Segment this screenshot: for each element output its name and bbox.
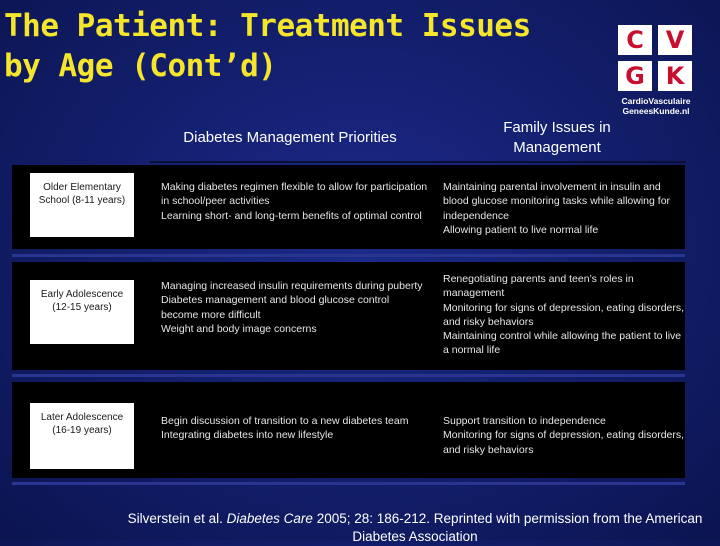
age-group-label: Early Adolescence (12-15 years) <box>40 289 124 313</box>
row-separator-1 <box>12 254 685 257</box>
priority-item: Making diabetes regimen flexible to allow for participation in school/peer activities <box>161 181 428 208</box>
priority-item: Begin discussion of transition to a new diabetes team <box>161 415 409 427</box>
header-priorities: Diabetes Management Priorities <box>183 129 397 146</box>
slide-title-line-1: The Patient: Treatment Issues <box>4 8 531 44</box>
priority-item: Weight and body image concerns <box>161 322 317 335</box>
age-group-label: Older Elementary School (8-11 years) <box>38 182 126 206</box>
age-group-label: Later Adolescence (16-19 years) <box>40 412 124 436</box>
logo-letter-g: G <box>618 61 652 91</box>
age-group-cell <box>30 173 134 237</box>
cvgk-logo <box>616 25 694 119</box>
family-issue-item: Maintaining parental involvement in insulin and blood glucose monitoring tasks while allowing for independence <box>443 181 671 222</box>
citation-authors: Silverstein et al. <box>127 511 223 526</box>
family-issue-item: Monitoring for signs of depression, eating disorders, and risky behaviors <box>443 301 685 328</box>
logo-wordmark-line-1: CardioVasculaire <box>621 96 691 106</box>
row-separator-2 <box>12 374 685 377</box>
row-separator-3 <box>12 482 685 485</box>
slide-title <box>4 6 624 86</box>
citation-details: 2005; 28: 186-212. Reprinted with permission from the American Diabetes Association <box>316 511 703 544</box>
logo-letter-v: V <box>658 25 692 55</box>
logo-wordmark-line-2: GeneesKunde.nl <box>622 106 690 116</box>
family-issue-item: Renegotiating parents and teen’s roles in management <box>443 273 634 300</box>
age-group-cell <box>30 403 134 469</box>
logo-wordmark <box>616 96 696 116</box>
citation <box>110 510 720 546</box>
family-issue-item: Support transition to independence <box>443 415 606 427</box>
priority-item: Integrating diabetes into new lifestyle <box>161 429 334 442</box>
age-group-cell <box>30 280 134 344</box>
family-issue-item: Allowing patient to live normal life <box>443 223 599 236</box>
family-issues-cell <box>443 414 687 457</box>
priorities-cell <box>161 414 429 443</box>
priorities-cell <box>161 279 429 336</box>
priority-item: Diabetes management and blood glucose control become more difficult <box>161 294 390 321</box>
logo-letter-c: C <box>618 25 652 55</box>
citation-journal: Diabetes Care <box>226 511 313 526</box>
priority-item: Managing increased insulin requirements during puberty <box>161 280 423 292</box>
logo-letter-k: K <box>658 61 692 91</box>
slide-title-line-2: by Age (Cont’d) <box>4 48 277 84</box>
priorities-cell <box>161 180 429 223</box>
family-issue-item: Maintaining control while allowing the patient to live a normal life <box>443 330 682 357</box>
family-issue-item: Monitoring for signs of depression, eating disorders, and risky behaviors <box>443 429 685 456</box>
header-divider <box>150 161 686 163</box>
priority-item: Learning short- and long-term benefits of optimal control <box>161 209 422 222</box>
family-issues-cell <box>443 180 687 237</box>
family-issues-cell <box>443 272 687 358</box>
logo-letter-grid <box>618 25 694 93</box>
header-family-issues: Family Issues in Management <box>503 119 611 156</box>
